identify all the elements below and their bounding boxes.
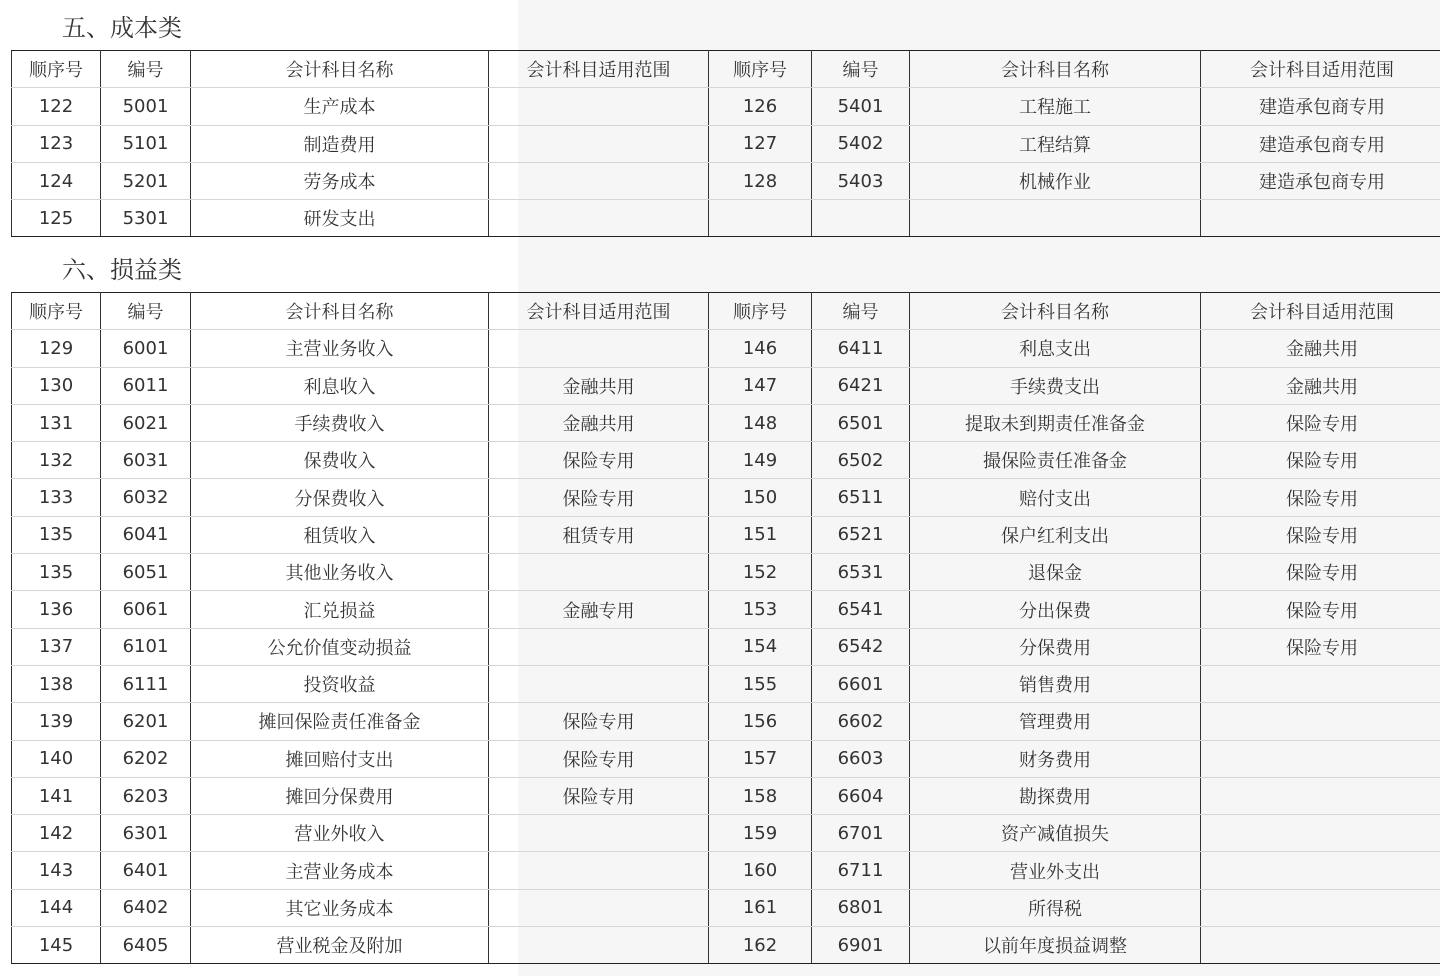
account-code-right-cell: 6701 xyxy=(812,815,910,852)
table-row xyxy=(12,162,1440,199)
account-scope-right-cell xyxy=(1201,665,1440,702)
account-name-right-cell: 资产减值损失 xyxy=(910,815,1201,852)
seq-number-left-cell: 142 xyxy=(12,815,101,852)
account-name-left-cell: 公允价值变动损益 xyxy=(191,628,489,665)
account-name-right-cell: 工程结算 xyxy=(910,125,1201,162)
account-code-right-cell: 6511 xyxy=(812,479,910,516)
seq-number-left-cell: 129 xyxy=(12,330,101,367)
account-name-right-cell: 保户红利支出 xyxy=(910,516,1201,553)
account-scope-right-cell: 金融共用 xyxy=(1201,330,1440,367)
seq-number-right-cell xyxy=(709,200,812,237)
seq-number-right-cell: 149 xyxy=(709,442,812,479)
account-scope-right-cell xyxy=(1201,815,1440,852)
account-name-right-cell: 以前年度损益调整 xyxy=(910,927,1201,964)
seq-number-left-cell: 138 xyxy=(12,665,101,702)
seq-number-right-cell: 162 xyxy=(709,927,812,964)
seq-number-left-cell: 132 xyxy=(12,442,101,479)
seq-number-left-cell: 137 xyxy=(12,628,101,665)
seq-number-right-cell: 128 xyxy=(709,162,812,199)
account-scope-right-cell xyxy=(1201,777,1440,814)
account-code-left-cell: 6051 xyxy=(101,554,191,591)
header-account-name-left: 会计科目名称 xyxy=(191,51,489,88)
account-scope-right-cell xyxy=(1201,740,1440,777)
account-code-right-cell: 6521 xyxy=(812,516,910,553)
header-seq-number-right: 顺序号 xyxy=(709,51,812,88)
seq-number-right-cell: 158 xyxy=(709,777,812,814)
header-seq-number-right: 顺序号 xyxy=(709,293,812,330)
account-scope-left-cell xyxy=(489,330,709,367)
header-seq-number-left: 顺序号 xyxy=(12,51,101,88)
seq-number-right-cell: 152 xyxy=(709,554,812,591)
header-account-scope-left: 会计科目适用范围 xyxy=(489,293,709,330)
table-row xyxy=(12,442,1440,479)
seq-number-right-cell: 127 xyxy=(709,125,812,162)
account-name-right-cell: 赔付支出 xyxy=(910,479,1201,516)
account-scope-left-cell xyxy=(489,554,709,591)
account-scope-left-cell: 金融共用 xyxy=(489,367,709,404)
table-row xyxy=(12,703,1440,740)
seq-number-left-cell: 122 xyxy=(12,88,101,125)
seq-number-right-cell: 148 xyxy=(709,404,812,441)
table-row xyxy=(12,125,1440,162)
account-code-left-cell: 6401 xyxy=(101,852,191,889)
account-code-right-cell: 6711 xyxy=(812,852,910,889)
account-scope-right-cell: 保险专用 xyxy=(1201,442,1440,479)
table-row xyxy=(12,889,1440,926)
account-name-right-cell xyxy=(910,200,1201,237)
account-scope-right-cell: 保险专用 xyxy=(1201,516,1440,553)
seq-number-right-cell: 154 xyxy=(709,628,812,665)
account-name-right-cell: 手续费支出 xyxy=(910,367,1201,404)
header-account-name-right: 会计科目名称 xyxy=(910,51,1201,88)
account-scope-right-cell xyxy=(1201,852,1440,889)
account-code-right-cell: 6421 xyxy=(812,367,910,404)
account-scope-left-cell: 金融共用 xyxy=(489,404,709,441)
seq-number-right-cell: 157 xyxy=(709,740,812,777)
account-scope-left-cell xyxy=(489,815,709,852)
header-account-scope-right: 会计科目适用范围 xyxy=(1201,51,1440,88)
account-name-right-cell: 所得税 xyxy=(910,889,1201,926)
account-name-right-cell: 财务费用 xyxy=(910,740,1201,777)
seq-number-left-cell: 123 xyxy=(12,125,101,162)
account-code-left-cell: 6301 xyxy=(101,815,191,852)
account-code-right-cell: 6501 xyxy=(812,404,910,441)
account-name-left-cell: 制造费用 xyxy=(191,125,489,162)
account-code-right-cell: 6801 xyxy=(812,889,910,926)
seq-number-left-cell: 139 xyxy=(12,703,101,740)
seq-number-left-cell: 135 xyxy=(12,554,101,591)
seq-number-left-cell: 143 xyxy=(12,852,101,889)
account-name-left-cell: 其他业务收入 xyxy=(191,554,489,591)
account-name-left-cell: 汇兑损益 xyxy=(191,591,489,628)
account-scope-left-cell xyxy=(489,628,709,665)
account-name-right-cell: 分保费用 xyxy=(910,628,1201,665)
seq-number-right-cell: 146 xyxy=(709,330,812,367)
account-scope-right-cell: 建造承包商专用 xyxy=(1201,162,1440,199)
account-code-left-cell: 6011 xyxy=(101,367,191,404)
seq-number-right-cell: 147 xyxy=(709,367,812,404)
header-row xyxy=(12,293,1440,330)
account-scope-left-cell xyxy=(489,88,709,125)
account-name-right-cell: 提取未到期责任准备金 xyxy=(910,404,1201,441)
account-name-right-cell: 利息支出 xyxy=(910,330,1201,367)
account-code-right-cell xyxy=(812,200,910,237)
account-scope-right-cell xyxy=(1201,703,1440,740)
account-scope-left-cell xyxy=(489,889,709,926)
account-scope-left-cell: 保险专用 xyxy=(489,442,709,479)
seq-number-left-cell: 124 xyxy=(12,162,101,199)
account-scope-left-cell: 保险专用 xyxy=(489,777,709,814)
account-code-left-cell: 6041 xyxy=(101,516,191,553)
account-code-left-cell: 6402 xyxy=(101,889,191,926)
account-code-left-cell: 6061 xyxy=(101,591,191,628)
account-scope-right-cell xyxy=(1201,200,1440,237)
account-scope-left-cell xyxy=(489,852,709,889)
table-row xyxy=(12,665,1440,702)
account-name-left-cell: 保费收入 xyxy=(191,442,489,479)
seq-number-left-cell: 136 xyxy=(12,591,101,628)
seq-number-right-cell: 151 xyxy=(709,516,812,553)
table-row xyxy=(12,200,1440,237)
header-account-name-left: 会计科目名称 xyxy=(191,293,489,330)
seq-number-right-cell: 161 xyxy=(709,889,812,926)
account-name-left-cell: 分保费收入 xyxy=(191,479,489,516)
account-code-left-cell: 6202 xyxy=(101,740,191,777)
account-name-left-cell: 投资收益 xyxy=(191,665,489,702)
account-name-left-cell: 摊回保险责任准备金 xyxy=(191,703,489,740)
table-row xyxy=(12,367,1440,404)
seq-number-left-cell: 140 xyxy=(12,740,101,777)
account-code-right-cell: 5403 xyxy=(812,162,910,199)
header-account-scope-left: 会计科目适用范围 xyxy=(489,51,709,88)
table-row xyxy=(12,88,1440,125)
account-name-right-cell: 退保金 xyxy=(910,554,1201,591)
table-row xyxy=(12,479,1440,516)
account-name-left-cell: 利息收入 xyxy=(191,367,489,404)
seq-number-right-cell: 159 xyxy=(709,815,812,852)
header-row xyxy=(12,51,1440,88)
seq-number-right-cell: 150 xyxy=(709,479,812,516)
account-name-left-cell: 其它业务成本 xyxy=(191,889,489,926)
account-scope-left-cell xyxy=(489,200,709,237)
account-code-left-cell: 6031 xyxy=(101,442,191,479)
account-code-left-cell: 6111 xyxy=(101,665,191,702)
account-scope-left-cell: 租赁专用 xyxy=(489,516,709,553)
account-name-left-cell: 营业税金及附加 xyxy=(191,927,489,964)
seq-number-left-cell: 125 xyxy=(12,200,101,237)
account-name-left-cell: 租赁收入 xyxy=(191,516,489,553)
account-code-right-cell: 6542 xyxy=(812,628,910,665)
profit-loss-accounts-table xyxy=(11,292,1440,964)
seq-number-left-cell: 144 xyxy=(12,889,101,926)
account-scope-right-cell: 保险专用 xyxy=(1201,404,1440,441)
account-name-right-cell: 工程施工 xyxy=(910,88,1201,125)
account-code-left-cell: 5201 xyxy=(101,162,191,199)
account-scope-right-cell: 保险专用 xyxy=(1201,591,1440,628)
account-scope-left-cell xyxy=(489,162,709,199)
account-name-left-cell: 主营业务成本 xyxy=(191,852,489,889)
account-name-right-cell: 管理费用 xyxy=(910,703,1201,740)
account-code-right-cell: 6531 xyxy=(812,554,910,591)
account-scope-left-cell: 保险专用 xyxy=(489,740,709,777)
table-row xyxy=(12,554,1440,591)
account-code-right-cell: 6541 xyxy=(812,591,910,628)
account-code-left-cell: 6203 xyxy=(101,777,191,814)
account-scope-right-cell: 保险专用 xyxy=(1201,554,1440,591)
account-name-right-cell: 分出保费 xyxy=(910,591,1201,628)
account-name-left-cell: 生产成本 xyxy=(191,88,489,125)
seq-number-left-cell: 131 xyxy=(12,404,101,441)
header-account-code-left: 编号 xyxy=(101,51,191,88)
table-row xyxy=(12,815,1440,852)
header-account-name-right: 会计科目名称 xyxy=(910,293,1201,330)
account-code-left-cell: 6405 xyxy=(101,927,191,964)
account-name-left-cell: 摊回分保费用 xyxy=(191,777,489,814)
header-account-code-right: 编号 xyxy=(812,51,910,88)
account-scope-left-cell xyxy=(489,927,709,964)
account-scope-right-cell: 保险专用 xyxy=(1201,479,1440,516)
account-code-left-cell: 5301 xyxy=(101,200,191,237)
seq-number-right-cell: 156 xyxy=(709,703,812,740)
account-scope-left-cell: 保险专用 xyxy=(489,703,709,740)
account-code-left-cell: 6032 xyxy=(101,479,191,516)
account-name-right-cell: 撮保险责任准备金 xyxy=(910,442,1201,479)
cost-accounts-table xyxy=(11,50,1440,237)
account-code-right-cell: 6601 xyxy=(812,665,910,702)
header-account-code-left: 编号 xyxy=(101,293,191,330)
account-name-left-cell: 营业外收入 xyxy=(191,815,489,852)
account-scope-left-cell xyxy=(489,125,709,162)
account-scope-right-cell xyxy=(1201,889,1440,926)
account-code-left-cell: 6021 xyxy=(101,404,191,441)
account-scope-left-cell: 金融专用 xyxy=(489,591,709,628)
account-name-left-cell: 劳务成本 xyxy=(191,162,489,199)
account-code-right-cell: 5402 xyxy=(812,125,910,162)
account-scope-right-cell: 金融共用 xyxy=(1201,367,1440,404)
account-name-right-cell: 机械作业 xyxy=(910,162,1201,199)
table-row xyxy=(12,927,1440,964)
table-row xyxy=(12,628,1440,665)
account-scope-right-cell: 保险专用 xyxy=(1201,628,1440,665)
account-code-right-cell: 6502 xyxy=(812,442,910,479)
account-name-right-cell: 销售费用 xyxy=(910,665,1201,702)
header-seq-number-left: 顺序号 xyxy=(12,293,101,330)
account-code-left-cell: 5001 xyxy=(101,88,191,125)
account-scope-right-cell: 建造承包商专用 xyxy=(1201,125,1440,162)
seq-number-right-cell: 153 xyxy=(709,591,812,628)
seq-number-left-cell: 133 xyxy=(12,479,101,516)
account-code-right-cell: 6602 xyxy=(812,703,910,740)
table-row xyxy=(12,516,1440,553)
account-code-right-cell: 5401 xyxy=(812,88,910,125)
account-code-left-cell: 5101 xyxy=(101,125,191,162)
account-scope-left-cell xyxy=(489,665,709,702)
header-account-scope-right: 会计科目适用范围 xyxy=(1201,293,1440,330)
table-row xyxy=(12,404,1440,441)
account-code-right-cell: 6604 xyxy=(812,777,910,814)
account-name-left-cell: 主营业务收入 xyxy=(191,330,489,367)
account-name-right-cell: 营业外支出 xyxy=(910,852,1201,889)
account-scope-right-cell: 建造承包商专用 xyxy=(1201,88,1440,125)
account-code-right-cell: 6411 xyxy=(812,330,910,367)
account-name-left-cell: 摊回赔付支出 xyxy=(191,740,489,777)
account-code-left-cell: 6101 xyxy=(101,628,191,665)
account-code-right-cell: 6901 xyxy=(812,927,910,964)
account-name-left-cell: 研发支出 xyxy=(191,200,489,237)
seq-number-left-cell: 145 xyxy=(12,927,101,964)
account-scope-right-cell xyxy=(1201,927,1440,964)
seq-number-right-cell: 155 xyxy=(709,665,812,702)
table-row xyxy=(12,740,1440,777)
section-title-profit-loss: 六、损益类 xyxy=(62,256,182,284)
seq-number-left-cell: 135 xyxy=(12,516,101,553)
account-code-left-cell: 6201 xyxy=(101,703,191,740)
account-code-left-cell: 6001 xyxy=(101,330,191,367)
table-row xyxy=(12,777,1440,814)
account-name-left-cell: 手续费收入 xyxy=(191,404,489,441)
seq-number-right-cell: 160 xyxy=(709,852,812,889)
table-row xyxy=(12,330,1440,367)
section-title-cost: 五、成本类 xyxy=(62,14,182,42)
table-row xyxy=(12,591,1440,628)
account-name-right-cell: 勘探费用 xyxy=(910,777,1201,814)
seq-number-right-cell: 126 xyxy=(709,88,812,125)
seq-number-left-cell: 130 xyxy=(12,367,101,404)
account-code-right-cell: 6603 xyxy=(812,740,910,777)
header-account-code-right: 编号 xyxy=(812,293,910,330)
account-scope-left-cell: 保险专用 xyxy=(489,479,709,516)
seq-number-left-cell: 141 xyxy=(12,777,101,814)
table-row xyxy=(12,852,1440,889)
